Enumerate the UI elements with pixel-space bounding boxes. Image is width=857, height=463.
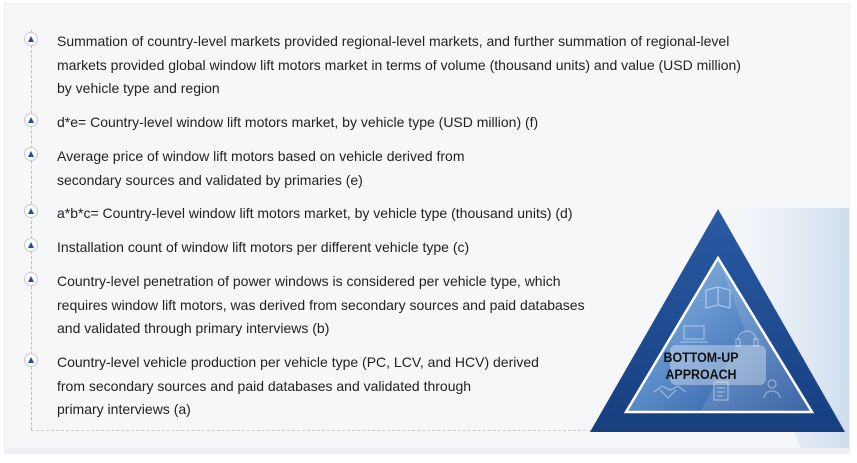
approach-title-line2: APPROACH (665, 367, 737, 382)
step-text: Summation of country-level markets provided regional-level markets, and further summation of regional-level markets provided global window lift motors market in terms of volume (thousand units) and value (USD million) by vehicle type and region (57, 33, 741, 96)
step-text: Installation count of window lift motors per different vehicle type (c) (57, 239, 470, 255)
step-text: Country-level penetration of power windows is considered per vehicle type, which requires window lift motors, was derived from secondary sources and paid databases and validated through primary interviews (b) (57, 273, 585, 336)
step-text: d*e= Country-level window lift motors market, by vehicle type (USD million) (f) (57, 114, 539, 130)
approach-title-line1: BOTTOM-UP (663, 350, 739, 365)
step-text: Average price of window lift motors based on vehicle derived from secondary sources and validated by primaries (e) (57, 148, 465, 188)
step-text: Country-level vehicle production per vehicle type (PC, LCV, and HCV) derived from secondary sources and paid databases and validated through primary interviews (a) (57, 354, 539, 417)
step-text: a*b*c= Country-level window lift motors market, by vehicle type (thousand units) (d) (57, 205, 573, 221)
